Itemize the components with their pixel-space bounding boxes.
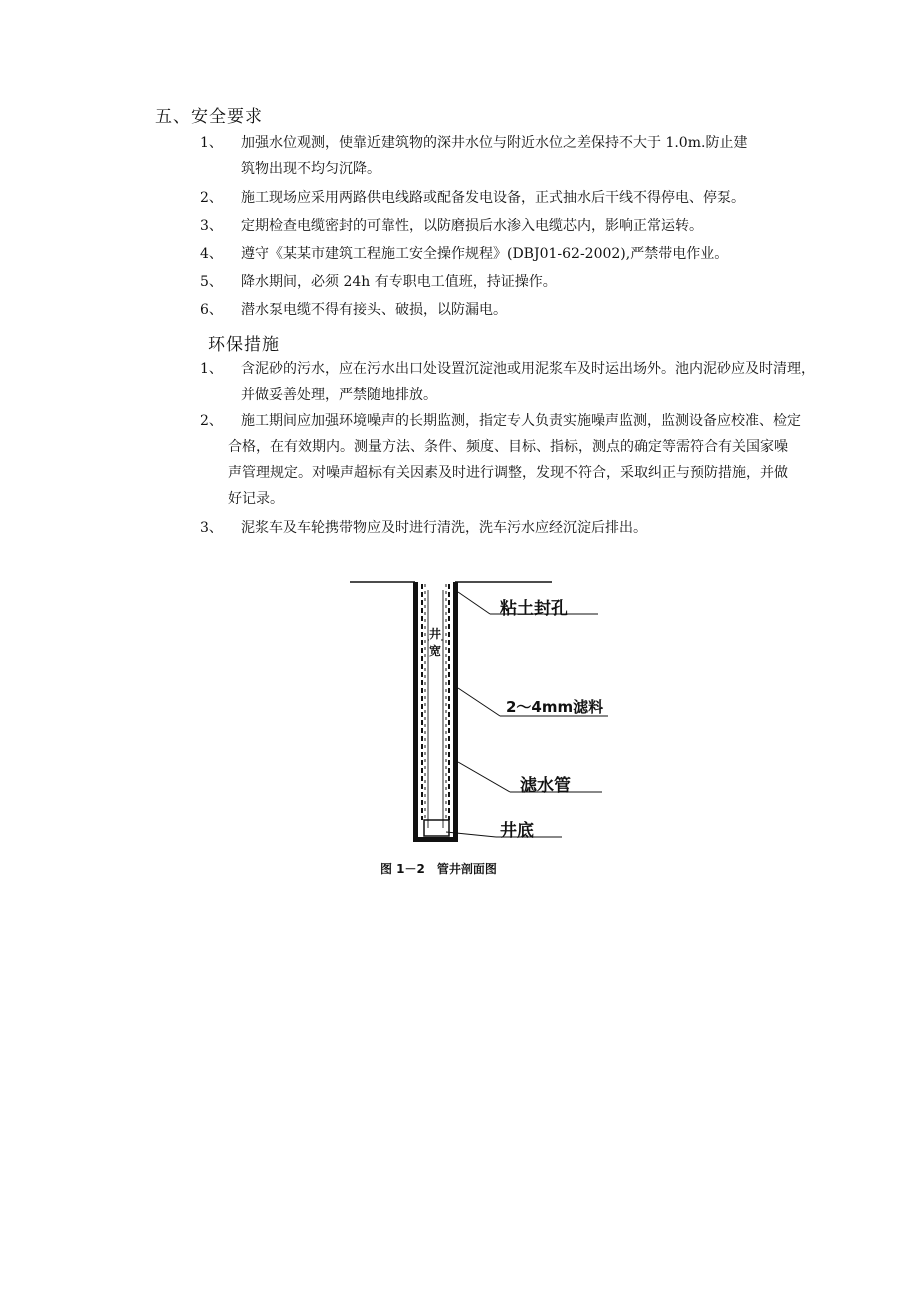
- list-item: [200, 187, 820, 209]
- item-number: 4、: [200, 246, 223, 262]
- list-item: [200, 215, 820, 237]
- item-line: 好记录。: [228, 491, 284, 507]
- list-item: [200, 299, 820, 321]
- label-clay-seal: 粘土封孔: [500, 599, 568, 619]
- item-line: 遵守《某某市建筑工程施工安全操作规程》(DBJ01-62-2002),严禁带电作业。: [241, 246, 729, 262]
- item-number: 2、: [200, 413, 223, 429]
- list-item: [200, 517, 860, 539]
- well-section-diagram: [340, 570, 620, 890]
- item-line: 并做妥善处理，严禁随地排放。: [241, 387, 437, 403]
- list-item: [200, 358, 860, 402]
- well-section-figure: [340, 570, 620, 890]
- item-line: 潜水泵电缆不得有接头、破损，以防漏电。: [241, 302, 507, 318]
- item-line: 降水期间，必须 24h 有专职电工值班，持证操作。: [241, 274, 557, 290]
- label-filter-pipe: 滤水管: [520, 776, 571, 796]
- label-well-bottom: 井底: [500, 821, 534, 841]
- list-item: [200, 271, 820, 293]
- figure-caption: 图 1－2 管井剖面图: [380, 862, 497, 876]
- item-line: 施工期间应加强环境噪声的长期监测，指定专人负责实施噪声监测，监测设备应校准、检定: [241, 413, 801, 429]
- item-line: 声管理规定。对噪声超标有关因素及时进行调整，发现不符合，采取纠正与预防措施，并做: [228, 465, 788, 481]
- item-number: 1、: [200, 135, 223, 151]
- list-item: [200, 243, 820, 265]
- label-well-width: 井: [429, 627, 442, 641]
- item-line: 合格，在有效期内。测量方法、条件、频度、目标、指标，测点的确定等需符合有关国家噪: [228, 439, 788, 455]
- item-number: 6、: [200, 302, 223, 318]
- item-number: 3、: [200, 218, 223, 234]
- list-item: [200, 410, 860, 520]
- item-line: 定期检查电缆密封的可靠性，以防磨损后水渗入电缆芯内，影响正常运转。: [241, 218, 703, 234]
- item-number: 1、: [200, 361, 223, 377]
- section-title-safety: 五、安全要求: [155, 107, 263, 127]
- label-well-width: 宽: [429, 644, 442, 658]
- list-item: [200, 132, 820, 176]
- section-title-environment: 环保措施: [208, 335, 280, 355]
- item-line: 加强水位观测，使靠近建筑物的深井水位与附近水位之差保持不大于 1.0m.防止建: [241, 135, 748, 151]
- item-line: 筑物出现不均匀沉降。: [241, 161, 381, 177]
- item-number: 2、: [200, 190, 223, 206]
- item-line: 施工现场应采用两路供电线路或配备发电设备，正式抽水后干线不得停电、停泵。: [241, 190, 745, 206]
- item-line: 泥浆车及车轮携带物应及时进行清洗，洗车污水应经沉淀后排出。: [241, 520, 647, 536]
- item-number: 5、: [200, 274, 223, 290]
- label-filter-material: 2～4mm滤料: [506, 698, 604, 716]
- item-number: 3、: [200, 520, 223, 536]
- item-line: 含泥砂的污水，应在污水出口处设置沉淀池或用泥浆车及时运出场外。池内泥砂应及时清理，: [241, 361, 815, 377]
